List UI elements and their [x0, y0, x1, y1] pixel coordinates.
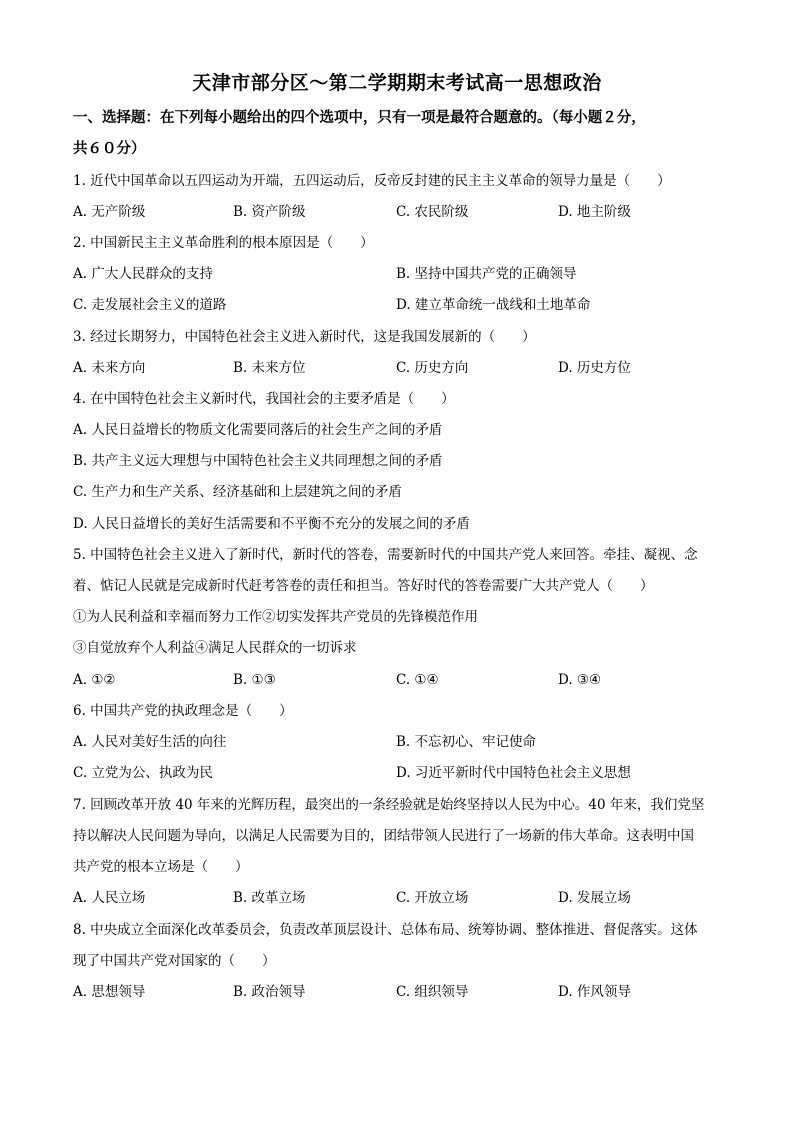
- question-1-option-c: C. 农民阶级: [396, 204, 469, 220]
- question-2-option-a: A. 广大人民群众的支持: [73, 266, 213, 282]
- question-7-option-a: A. 人民立场: [73, 890, 146, 906]
- question-2-option-c: C. 走发展社会主义的道路: [73, 297, 227, 313]
- question-5-option-d: D. ③④: [558, 672, 602, 688]
- question-2-option-d: D. 建立革命统一战线和土地革命: [396, 297, 591, 313]
- question-7-option-c: C. 开放立场: [396, 890, 469, 906]
- question-4-option-c: C. 生产力和生产关系、经济基础和上层建筑之间的矛盾: [73, 484, 402, 500]
- question-4-stem: 4. 在中国特色社会主义新时代，我国社会的主要矛盾是（ ）: [73, 391, 455, 407]
- question-8-stem-line-1: 8. 中央成立全面深化改革委员会，负责改革顶层设计、总体布局、统筹协调、整体推进、督促落实。这体: [73, 922, 698, 938]
- question-6-option-a: A. 人民对美好生活的向往: [73, 734, 227, 750]
- question-2-stem: 2. 中国新民主主义革命胜利的根本原因是（ ）: [73, 235, 374, 251]
- question-3-option-b: B. 未来方位: [233, 360, 306, 376]
- question-1-option-d: D. 地主阶级: [558, 204, 631, 220]
- question-1-option-a: A. 无产阶级: [73, 204, 146, 220]
- question-4-option-b: B. 共产主义远大理想与中国特色社会主义共同理想之间的矛盾: [73, 453, 443, 469]
- question-5-stem-line-4: ③自觉放弃个人利益④满足人民群众的一切诉求: [73, 640, 357, 656]
- question-8-option-a: A. 思想领导: [73, 984, 146, 1000]
- question-7-option-b: B. 改革立场: [233, 890, 306, 906]
- question-5-stem-line-3: ①为人民利益和幸福而努力工作②切实发挥共产党员的先锋模范作用: [73, 609, 478, 625]
- question-6-stem: 6. 中国共产党的执政理念是（ ）: [73, 703, 293, 719]
- question-7-stem-line-2: 持以解决人民问题为导向，以满足人民需要为目的，团结带领人民进行了一场新的伟大革命。这表明中国: [73, 828, 694, 844]
- question-8-option-c: C. 组织领导: [396, 984, 469, 1000]
- question-5-option-c: C. ①④: [396, 672, 439, 688]
- page-title: 天津市部分区～第二学期期末考试高一思想政治: [192, 72, 602, 94]
- question-1-stem: 1. 近代中国革命以五四运动为开端，五四运动后，反帝反封建的民主主义革命的领导力量是（ ）: [73, 173, 671, 189]
- section-instruction-line-2: 共６０分）: [73, 141, 146, 157]
- question-6-option-c: C. 立党为公、执政为民: [73, 765, 213, 781]
- question-3-option-d: D. 历史方位: [558, 360, 631, 376]
- question-8-stem-line-2: 现了中国共产党对国家的（ ）: [73, 953, 276, 969]
- question-7-option-d: D. 发展立场: [558, 890, 631, 906]
- question-8-option-b: B. 政治领导: [233, 984, 306, 1000]
- question-5-stem-line-2: 着、惦记人民就是完成新时代赶考答卷的责任和担当。答好时代的答卷需要广大共产党人（ ）: [73, 578, 654, 594]
- question-8-option-d: D. 作风领导: [558, 984, 631, 1000]
- question-4-option-d: D. 人民日益增长的美好生活需要和不平衡不充分的发展之间的矛盾: [73, 516, 470, 532]
- question-5-stem-line-1: 5. 中国特色社会主义进入了新时代，新时代的答卷，需要新时代的中国共产党人来回答。牵挂、凝视、念: [73, 547, 698, 563]
- question-5-option-a: A. ①②: [73, 672, 116, 688]
- question-3-stem: 3. 经过长期努力，中国特色社会主义进入新时代，这是我国发展新的（ ）: [73, 329, 536, 345]
- question-3-option-a: A. 未来方向: [73, 360, 146, 376]
- question-2-option-b: B. 坚持中国共产党的正确领导: [396, 266, 577, 282]
- question-5-option-b: B. ①③: [233, 672, 276, 688]
- question-6-option-b: B. 不忘初心、牢记使命: [396, 734, 537, 750]
- question-7-stem-line-3: 共产党的根本立场是（ ）: [73, 859, 249, 875]
- question-1-option-b: B. 资产阶级: [233, 204, 306, 220]
- section-instruction-line-1: 一、选择题：在下列每小题给出的四个选项中，只有一项是最符合题意的。（每小题２分，: [73, 110, 646, 126]
- question-3-option-c: C. 历史方向: [396, 360, 469, 376]
- question-6-option-d: D. 习近平新时代中国特色社会主义思想: [396, 765, 631, 781]
- question-7-stem-line-1: 7. 回顾改革开放 40 年来的光辉历程，最突出的一条经验就是始终坚持以人民为中心。40 年来，我们党坚: [73, 797, 705, 813]
- question-4-option-a: A. 人民日益增长的物质文化需要同落后的社会生产之间的矛盾: [73, 422, 443, 438]
